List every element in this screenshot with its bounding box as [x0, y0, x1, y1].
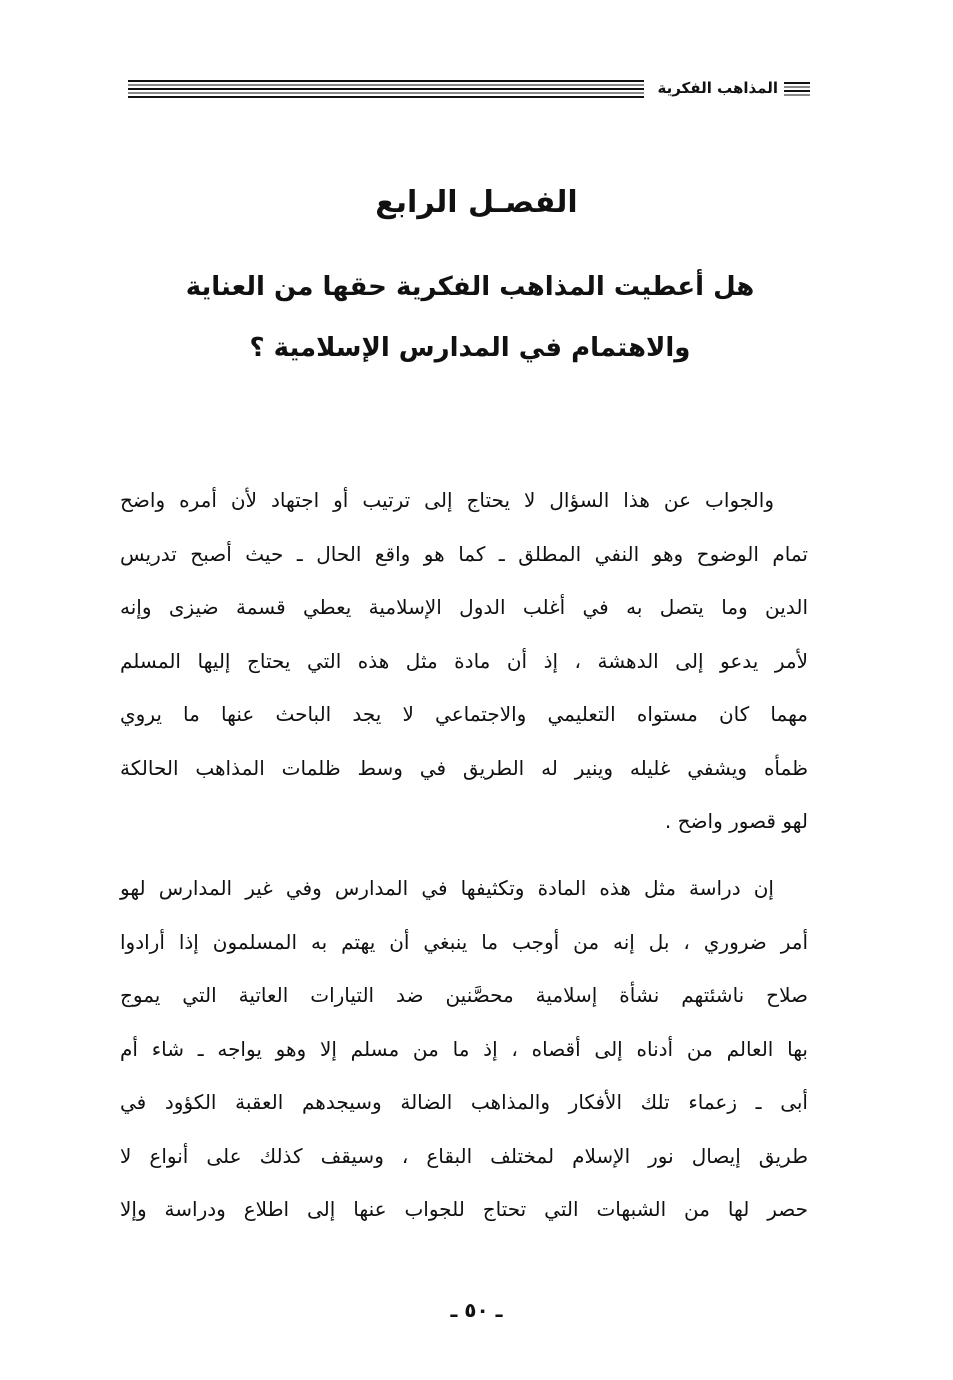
chapter-title: الفصـل الرابع [375, 185, 578, 220]
text-line: مهما كان مستواه التعليمي والاجتماعي لا يجد الباحث عنها ما يروي [120, 702, 808, 726]
text-line: حصر لها من الشبهات التي تحتاج للجواب عنها إلى اطلاع ودراسة وإلا [120, 1197, 808, 1221]
header-rule-ornament [784, 82, 810, 98]
section-question-line-2: والاهتمام في المدارس الإسلامية ؟ [249, 333, 691, 363]
running-title: المذاهب الفكرية [657, 79, 778, 97]
text-line: أبى ـ زعماء تلك الأفكار والمذاهب الضالة وسيجدهم العقبة الكؤود في [120, 1090, 808, 1114]
section-question-line-1: هل أعطيت المذاهب الفكرية حقها من العناية [185, 272, 755, 302]
text-line: إن دراسة مثل هذه المادة وتكثيفها في المدارس وفي غير المدارس لهو [120, 876, 774, 900]
text-line: والجواب عن هذا السؤال لا يحتاج إلى ترتيب أو اجتهاد لأن أمره واضح [120, 488, 774, 512]
text-line: لهو قصور واضح . [664, 809, 808, 833]
text-line: أمر ضروري ، بل إنه من أوجب ما ينبغي أن يهتم به المسلمون إذا أرادوا [120, 929, 808, 954]
text-line: تمام الوضوح وهو النفي المطلق ـ كما هو واقع الحال ـ حيث أصبح تدريس [120, 541, 808, 566]
paragraph-1 [120, 474, 808, 849]
text-line: ظمأه ويشفي غليله وينير له الطريق في وسط ظلمات المذاهب الحالكة [120, 755, 808, 780]
running-header [128, 78, 810, 102]
text-line: لأمر يدعو إلى الدهشة ، إذ أن مادة مثل هذه التي يحتاج إليها المسلم [120, 648, 808, 673]
paragraph-2 [120, 862, 808, 1237]
page-number: ـ ٥٠ ـ [450, 1298, 503, 1322]
text-line: الدين وما يتصل به في أغلب الدول الإسلامية يعطي قسمة ضيزى وإنه [120, 595, 808, 619]
text-line: صلاح ناشئتهم نشأة إسلامية محصَّنين ضد التيارات العاتية التي يموج [120, 983, 808, 1007]
header-rule-lines [128, 80, 644, 100]
text-line: بها العالم من أدناه إلى أقصاه ، إذ ما من مسلم إلا وهو يواجه ـ شاء أم [120, 1036, 808, 1061]
text-line: طريق إيصال نور الإسلام لمختلف البقاع ، وسيقف كذلك على أنواع لا [120, 1143, 808, 1168]
